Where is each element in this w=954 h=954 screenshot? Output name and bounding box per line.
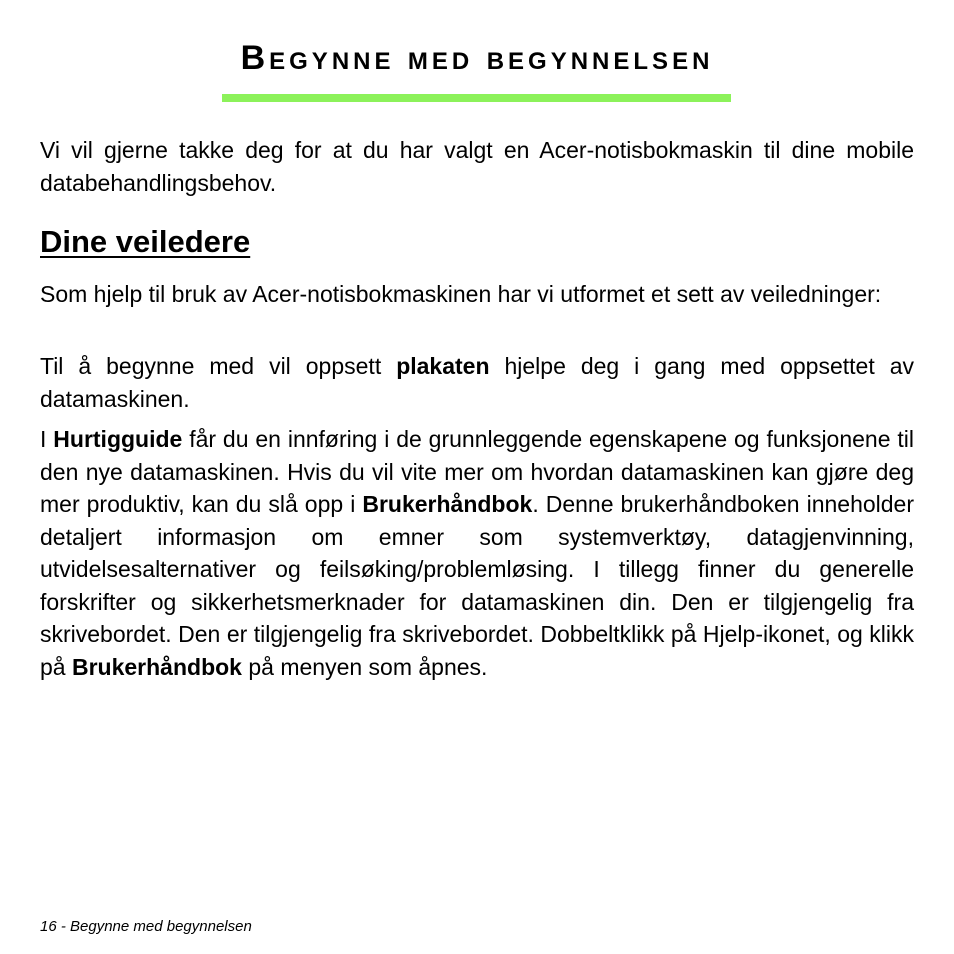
user-guide-paragraph [40, 423, 914, 683]
user-guide-term: Brukerhåndbok [362, 491, 533, 517]
guide-text-2: får du en innføring i de grunnleggende egenskapene og funksjonene til den nye datamaskinen. Hvis du vil vite mer om hvordan datamaskinen kan gjøre deg mer produktiv, kan du slå opp i [40, 426, 915, 517]
page-footer: 16 - Begynne med begynnelsen [40, 918, 252, 935]
poster-paragraph [40, 350, 914, 415]
poster-term: plakaten [396, 353, 490, 379]
intro-paragraph: Vi vil gjerne takke deg for at du har valgt en Acer-notisbokmaskin til dine mobile databehandlingsbehov. [40, 137, 914, 196]
guide-text-3: . Denne brukerhåndboken inneholder detaljert informasjon om emner som systemverktøy, datagjenvinning, utvidelsesalternativer og feilsøking/problemløsing. I tillegg finner du generelle forskrifter og sikkerhetsmerknader for datamaskinen din. Den er tilgjengelig fra skrivebordet. Den er tilgjengelig fra skrivebordet. Dobbeltklikk på Hjelp-ikonet, og klikk på [40, 491, 915, 680]
guide-text-1: I [40, 426, 54, 452]
title-underline-bar [222, 94, 731, 102]
poster-text-after: hjelpe deg i gang med oppsettet av datamaskinen. [40, 353, 914, 412]
guides-intro-paragraph: Som hjelp til bruk av Acer-notisbokmaskinen har vi utformet et sett av veiledninger: [40, 281, 882, 307]
quick-guide-term: Hurtigguide [53, 426, 183, 452]
user-guide-term-menu: Brukerhåndbok [71, 653, 242, 680]
guide-text-4: på menyen som åpnes. [241, 653, 488, 680]
page-title: Begynne med begynnelsen [240, 39, 714, 77]
section-heading: Dine veiledere [40, 224, 251, 259]
poster-text-before: Til å begynne med vil oppsett [40, 353, 397, 379]
